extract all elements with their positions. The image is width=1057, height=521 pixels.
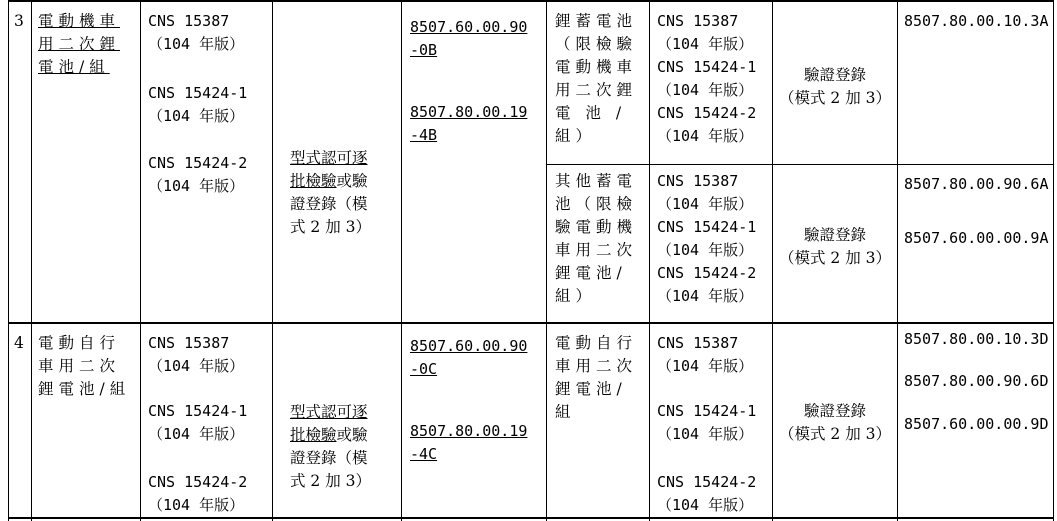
tariff-code: 8507.80.00.90.6A — [904, 175, 1049, 193]
tariff-code: 8507.80.00.10.3A — [904, 12, 1049, 30]
inspection-method-text: 證登錄（模 式 2 加 3） — [290, 449, 372, 490]
hs-code: 8507.60.00.90 -0C — [410, 337, 528, 378]
inspection-method — [290, 124, 400, 239]
subrow-divider — [546, 164, 1054, 165]
certification-mode: 驗證登錄 （模式 2 加 3） — [778, 66, 891, 107]
row-number: 4 — [14, 334, 24, 352]
row-number: 3 — [14, 12, 24, 30]
hs-code: 8507.80.00.19 -4B — [410, 103, 528, 144]
certification-mode: 驗證登錄 （模式 2 加 3） — [778, 226, 891, 267]
hs-code: 8507.60.00.90 -0B — [410, 18, 528, 59]
col-divider — [649, 0, 650, 521]
hs-code: 8507.80.00.19 -4C — [410, 422, 528, 463]
col-divider — [897, 0, 898, 521]
col-divider — [272, 0, 273, 521]
standard-item: CNS 15387 （104 年版） — [148, 12, 245, 53]
standard-item: CNS 15424-2 （104 年版） — [148, 473, 248, 514]
tariff-code: 8507.60.00.00.9A — [904, 229, 1049, 247]
col-divider — [8, 0, 9, 521]
tariff-code: 8507.60.00.00.9D — [904, 415, 1049, 433]
sub-standards: CNS 15424-2 （104 年版） — [657, 473, 757, 514]
sub-item: 鋰蓄電池 （限檢驗 電動機車 用二次鋰 電 池 / 組） — [555, 12, 638, 145]
inspection-method — [290, 378, 400, 493]
product-name: 電動自行 車用二次 鋰電池/組 — [38, 334, 131, 398]
sub-standards: CNS 15387 （104 年版） — [657, 334, 754, 375]
tariff-code: 8507.80.00.10.3D — [904, 330, 1049, 348]
col-divider — [140, 0, 141, 521]
product-name: 電動機車 用二次鋰 電池/組 — [38, 12, 121, 76]
standard-item: CNS 15424-2 （104 年版） — [148, 154, 248, 195]
sub-item: 其他蓄電 池（限檢 驗電動機 車用二次 鋰電池/ 組） — [555, 172, 638, 305]
inspection-method-text: 或驗 — [336, 426, 368, 444]
inspection-method-text: 或驗 — [336, 172, 368, 190]
standard-item: CNS 15424-1 （104 年版） — [148, 402, 248, 443]
sub-standards: CNS 15387 （104 年版） CNS 15424-1 （104 年版） CNS 15424-2 （104 年版） — [657, 12, 757, 145]
sub-standards: CNS 15387 （104 年版） CNS 15424-1 （104 年版） CNS 15424-2 （104 年版） — [657, 172, 757, 305]
sub-standards: CNS 15424-1 （104 年版） — [657, 402, 757, 443]
col-divider — [31, 0, 32, 521]
col-divider — [401, 0, 402, 521]
standard-item: CNS 15424-1 （104 年版） — [148, 84, 248, 125]
standard-item: CNS 15387 （104 年版） — [148, 334, 245, 375]
col-divider — [1053, 0, 1054, 521]
col-divider — [546, 0, 547, 521]
sub-item: 電動自行 車用二次 鋰電池/ 組 — [555, 334, 638, 421]
inspection-method-underlined: 型式認可逐 批檢驗 — [290, 403, 368, 444]
certification-mode: 驗證登錄 （模式 2 加 3） — [778, 402, 891, 443]
inspection-method-underlined: 型式認可逐 批檢驗 — [290, 149, 368, 190]
col-divider — [772, 0, 773, 521]
inspection-method-text: 證登錄（模 式 2 加 3） — [290, 195, 372, 236]
tariff-code: 8507.80.00.90.6D — [904, 372, 1049, 390]
